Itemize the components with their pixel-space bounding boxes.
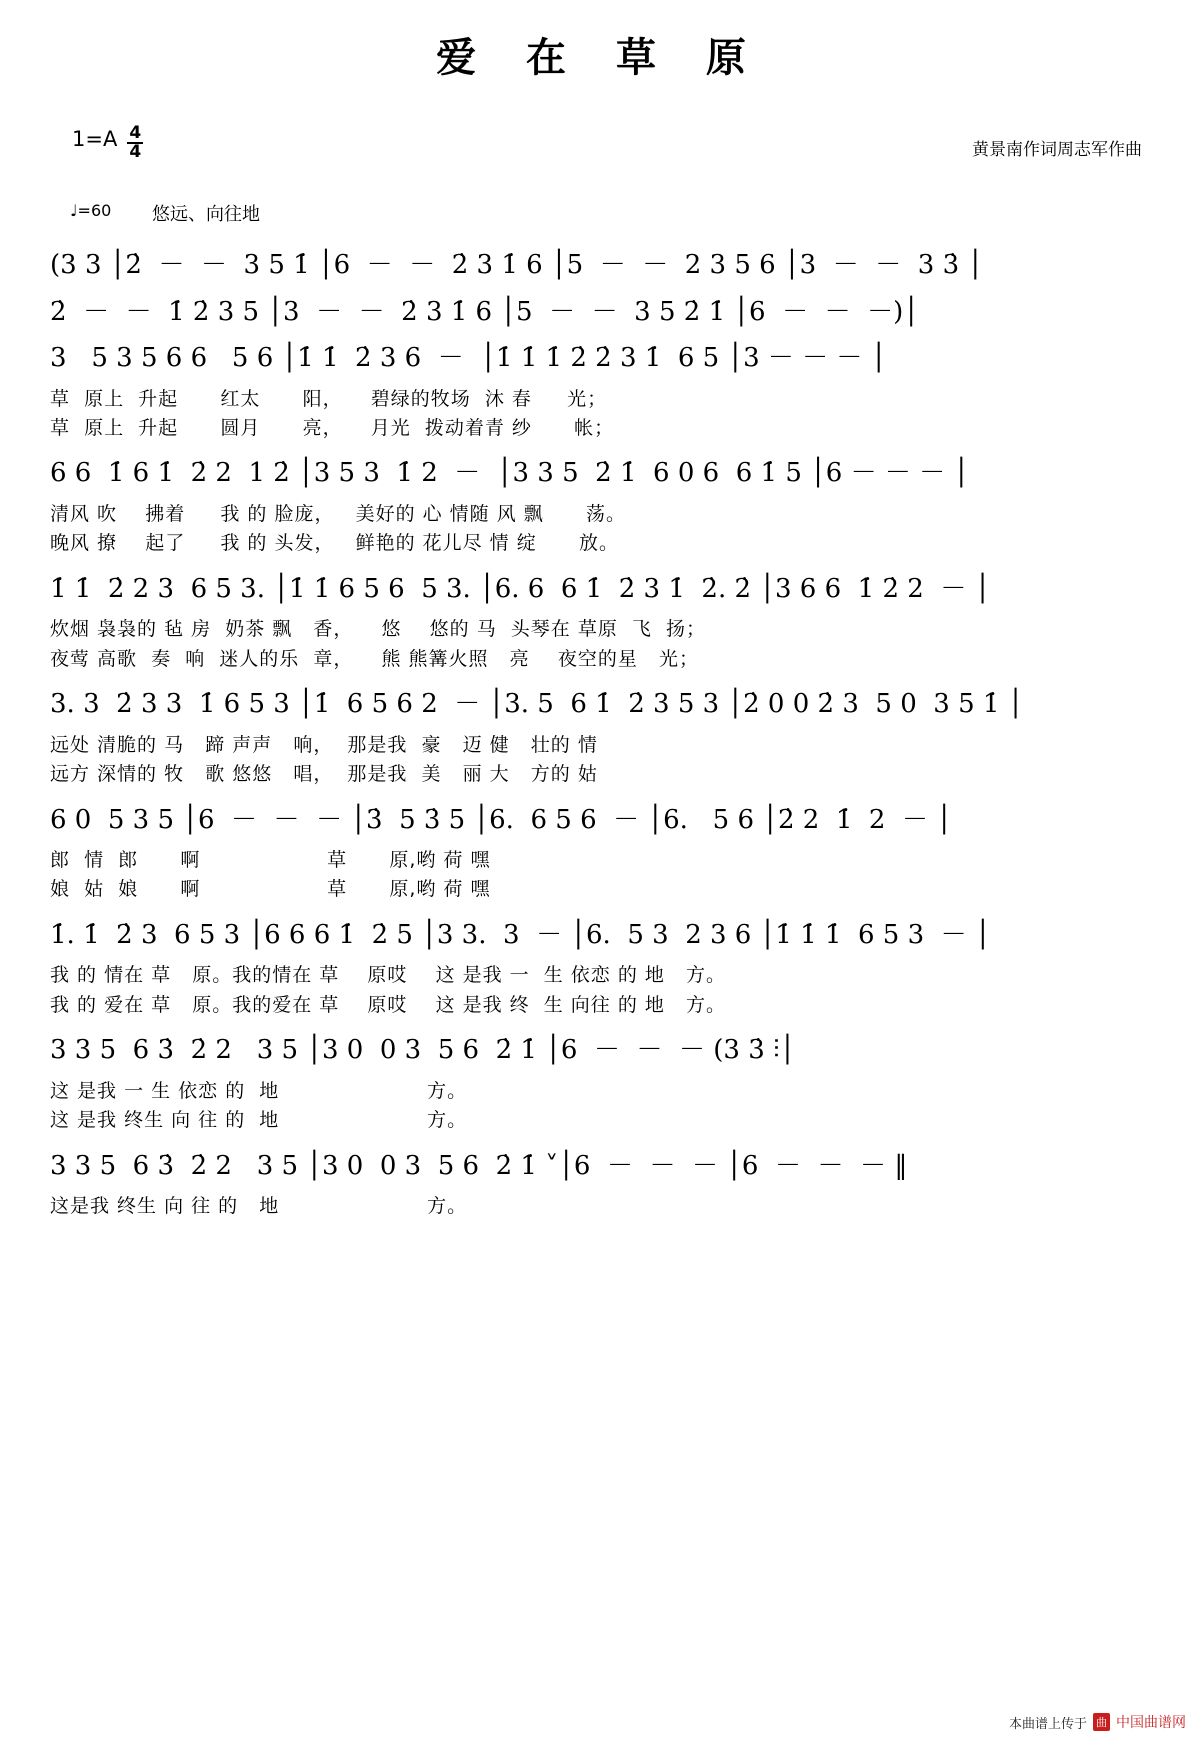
music-system (46, 282, 1154, 329)
notation-line: 3 3 5 6 3̇ 2̇ 2 3 5 │3 0 0 3 5 6 2̇ 1̇ │6 － － － (3 3̇ ⫶│ (50, 1035, 796, 1066)
music-system (46, 790, 1154, 905)
notation-line: 6 6 1̇ 6 1̇ 2̇ 2 1 2̇ │3 5 3 1̇ 2 － │3 3 5 2̇ 1̇ 6 0 6 6 1̇ 5 │6 － － － │ (50, 458, 970, 489)
time-signature (127, 125, 143, 161)
lyric-line-verse1: 这是我 终生 向 往 的 地 方。 (50, 1195, 468, 1218)
key-signature (72, 123, 143, 163)
notation-line: (3 3 │2̇ － － 3 5 1̇ │6 － － 2̇ 3 1̇ 6 │5 － － 2 3 5 6 │3 － － 3 3̇ │ (50, 250, 984, 280)
lyric-line-verse1: 草 原上 升起 红太 阳， 碧绿的牧场 沐 春 光； (50, 387, 608, 410)
lyric-line-verse1: 远处 清脆的 马 蹄 声声 响， 那是我 豪 迈 健 壮的 情 (50, 733, 598, 756)
music-system (46, 1020, 1154, 1135)
lyric-line-verse2: 夜莺 高歌 奏 响 迷人的乐 章， 熊 熊篝火照 亮 夜空的星 光； (50, 647, 699, 670)
music-system (46, 1136, 1154, 1222)
lyric-line-verse1: 这 是我 一 生 依恋 的 地 方。 (50, 1079, 468, 1102)
music-system (46, 559, 1154, 674)
lyric-line-verse2: 草 原上 升起 圆月 亮， 月光 拨动着青 纱 帐； (50, 416, 615, 439)
time-signature-numerator: 4 (129, 123, 142, 143)
footer-note: 本曲谱上传于 (1008, 1716, 1087, 1732)
meta-row (0, 123, 1200, 173)
expression-marking: 悠远、向往地 (152, 204, 260, 225)
lyric-line-verse2: 晚风 撩 起了 我 的 头发， 鲜艳的 花儿尽 情 绽 放。 (50, 532, 619, 555)
notation-line: 3. 3 2̇ 3 3 1̇ 6 5 3 │1̇ 6 5 6 2 － │3. 5 6 1̇ 2̇ 3 5 3 │2̇ 0 0 2̇ 3 5 0 3 5 1̇ │ (50, 689, 1024, 720)
page-title: 爱 在 草 原 (436, 35, 764, 81)
music-system (46, 235, 1154, 282)
lyric-line-verse1: 郎 情 郎 啊 草 原,哟 荷 嘿 (50, 849, 491, 871)
lyric-line-verse1: 清风 吹 拂着 我 的 脸庞， 美好的 心 情随 风 飘 荡。 (50, 502, 626, 525)
notation-line: 2̇ － － 1̇ 2̇ 3 5 │3 － － 2̇ 3 1̇ 6 │5 － － 3 5 2̇ 1̇ │6 － － －)│ (50, 296, 919, 327)
notation-line: 6 0 5 3 5 │6 － － － │3̇ 5 3̇ 5 │6. 6 5 6 － │6. 5 6 │2̇ 2 1̇ 2 － │ (50, 804, 952, 835)
lyric-line-verse2: 娘 姑 娘 啊 草 原,哟 荷 嘿 (50, 878, 491, 901)
tempo-row (0, 201, 1200, 235)
notation-line: 1̇ 1̇ 2̇ 2 3 6 5 3. │1̇ 1̇ 6 5 6 5 3. │6. 6 6 1̇ 2̇ 3 1̇ 2̇. 2̇ │3 6 6 1̇ 2̇ 2 － │ (50, 573, 991, 604)
notation-line: 1̇. 1̇ 2̇ 3 6 5 3 │6 6 6 1̇ 2̇ 5 │3 3. 3 － │6. 5 3 2 3 6 │1̇ 1̇ 1̇ 6 5 3 － │ (50, 919, 991, 950)
lyric-line-verse2: 远方 深情的 牧 歌 悠悠 唱， 那是我 美 丽 大 方的 姑 (50, 763, 598, 786)
sheet-music-page (0, 26, 1200, 1740)
notation-line: 3 5 3 5 6 6 5 6 │1̇ 1̇ 2̇ 3 6 － │1̇ 1̇ 1̇ 2̇ 2̇ 3 1̇ 6 5 │3 － － － │ (50, 343, 887, 373)
footer-credit (1009, 1712, 1186, 1732)
time-signature-denominator: 4 (129, 142, 142, 162)
site-logo-icon: 曲 (1093, 1713, 1110, 1731)
site-name[interactable]: 中国曲谱网 (1116, 1715, 1186, 1731)
music-system (46, 674, 1154, 789)
lyric-line-verse1: 炊烟 袅袅的 毡 房 奶茶 飘 香， 悠 悠的 马 头琴在 草原 飞 扬； (50, 618, 706, 641)
lyric-line-verse2: 我 的 爱在 草 原。我的爱在 草 原哎 这 是我 终 生 向往 的 地 方。 (50, 993, 726, 1016)
notation-line: 3 3 5 6 3̇ 2̇ 2 3 5 │3 0 0 3 5 6 2̇ 1̇ ˅│6 － － － │6 － － － ‖ (50, 1150, 908, 1181)
lyric-line-verse1: 我 的 情在 草 原。我的情在 草 原哎 这 是我 一 生 依恋 的 地 方。 (50, 964, 726, 987)
lyric-line-verse2: 这 是我 终生 向 往 的 地 方。 (50, 1109, 468, 1132)
music-system (46, 443, 1154, 558)
tempo-marking: ♩=60 (70, 201, 112, 220)
music-system (46, 905, 1154, 1020)
key-signature-label: 1=A (72, 127, 118, 151)
credits: 黄景南作词周志军作曲 (972, 140, 1142, 160)
music-system (46, 328, 1154, 443)
